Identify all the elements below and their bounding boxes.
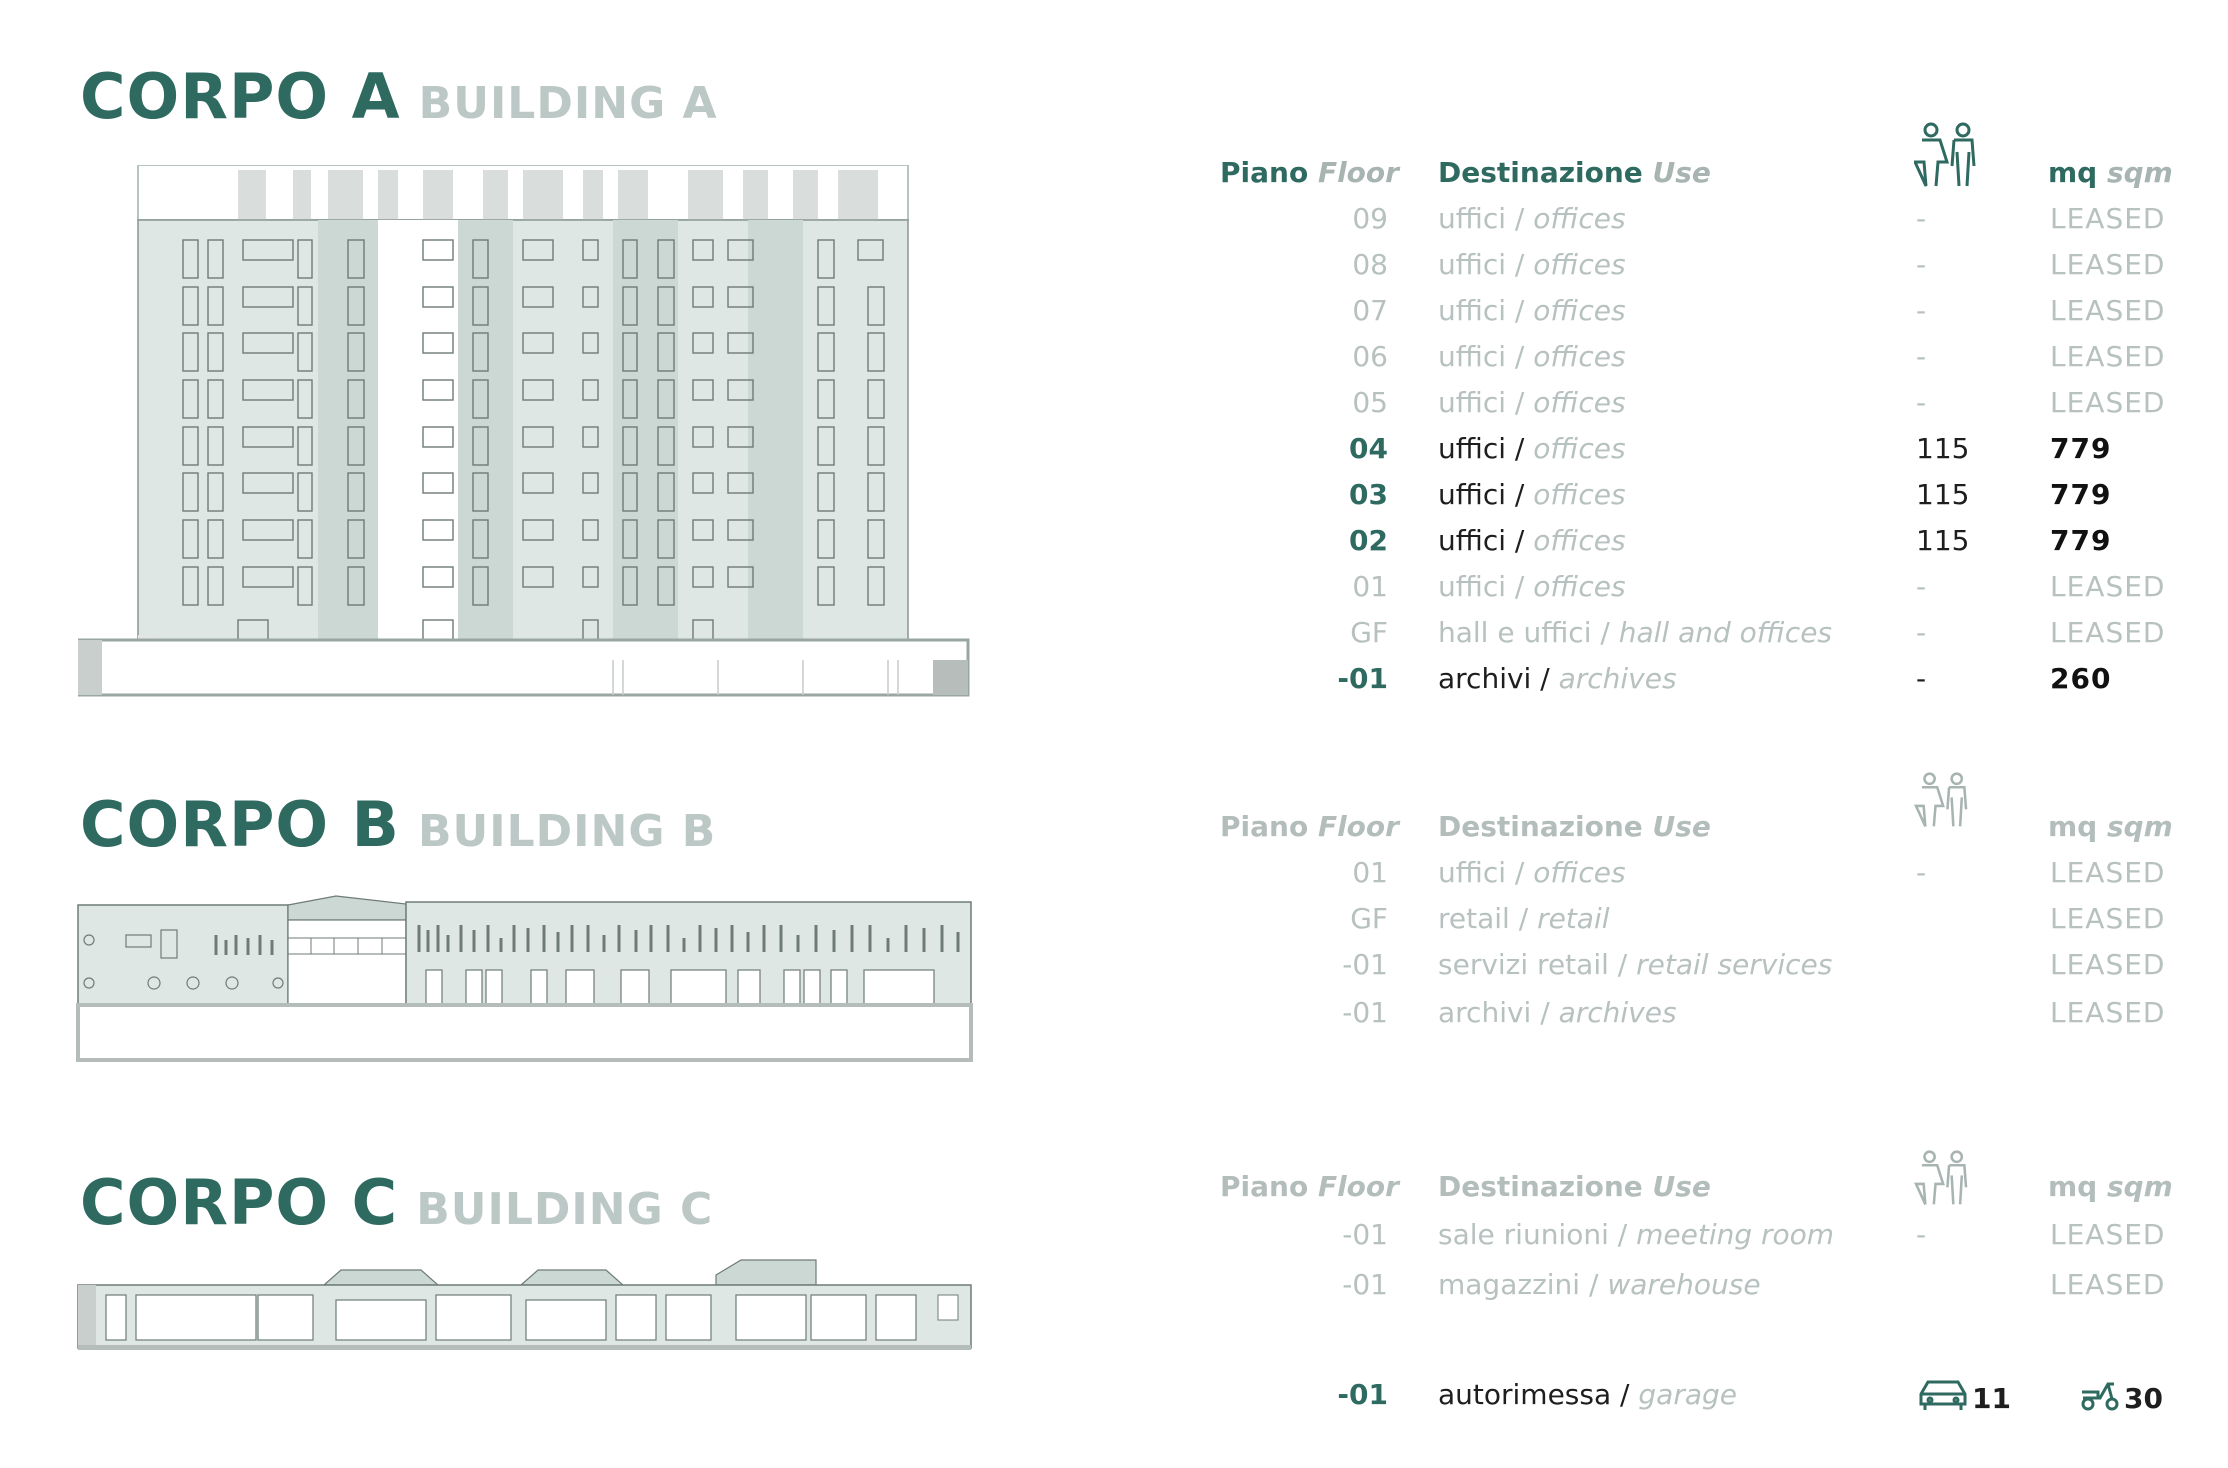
row-use [1438,1268,1761,1301]
row-use [1438,432,1626,465]
row-sqm: 779 [2050,478,2112,511]
row-use-it: uffici / [1438,570,1525,603]
row-use-it: sale riunioni / [1438,1218,1628,1251]
row-people-count: - [1916,248,1927,281]
row-sqm: LEASED [2050,570,2166,603]
row-people-count: - [1916,340,1927,373]
building-c-elevation [76,1255,976,1360]
car-icon [1918,1378,1968,1412]
row-floor: 01 [1352,570,1388,603]
table-b-use-header [1438,810,1711,843]
floor-header-en: Floor [1317,810,1399,843]
row-use-it: uffici / [1438,432,1525,465]
row-people-count: - [1916,662,1927,695]
row-use-en: offices [1533,340,1626,373]
row-people-count: - [1916,616,1927,649]
row-use [1438,248,1626,281]
row-people-count: - [1916,294,1927,327]
row-floor: GF [1350,902,1388,935]
garage-use-en: garage [1638,1378,1737,1411]
row-use [1438,524,1626,557]
row-people-count: - [1916,570,1927,603]
sqm-header-en: sqm [2106,810,2173,843]
row-use-en: hall and offices [1618,616,1833,649]
row-use-en: offices [1533,524,1626,557]
row-sqm: 779 [2050,432,2112,465]
use-header-it: Destinazione [1438,810,1643,843]
use-header-it: Destinazione [1438,156,1643,189]
row-use-en: offices [1533,386,1626,419]
table-c-use-header [1438,1170,1711,1203]
row-floor: 08 [1352,248,1388,281]
row-floor: 07 [1352,294,1388,327]
row-use-it: archivi / [1438,662,1550,695]
row-use [1438,616,1832,649]
row-floor: 01 [1352,856,1388,889]
row-people-count: - [1916,856,1927,889]
floor-header-it: Piano [1220,1170,1309,1203]
row-use [1438,202,1626,235]
row-use-en: offices [1533,478,1626,511]
building-b-title-it: CORPO B [80,788,400,861]
building-b-title-en: BUILDING B [417,806,717,857]
use-header-en: Use [1652,810,1711,843]
floor-header-en: Floor [1317,1170,1399,1203]
row-floor: 05 [1352,386,1388,419]
row-floor: 03 [1349,478,1388,511]
row-use-it: uffici / [1438,386,1525,419]
row-sqm: LEASED [2050,386,2166,419]
row-use-en: offices [1533,432,1626,465]
table-b-sqm-header [2048,810,2173,843]
row-use-en: retail [1537,902,1610,935]
building-a-elevation [78,165,978,715]
row-use-it: uffici / [1438,340,1525,373]
row-use [1438,386,1626,419]
row-use [1438,662,1677,695]
people-icon [1914,122,1982,188]
scooter-icon [2080,1378,2120,1412]
row-use-en: offices [1533,248,1626,281]
sqm-header-it: mq [2048,156,2098,189]
row-floor: GF [1350,616,1388,649]
row-use-en: retail services [1636,948,1833,981]
row-sqm: LEASED [2050,340,2166,373]
row-people-count: - [1916,386,1927,419]
row-use-it: magazzini / [1438,1268,1599,1301]
row-use-it: uffici / [1438,248,1525,281]
floor-header-en: Floor [1317,156,1399,189]
row-sqm: 260 [2050,662,2112,695]
sqm-header-it: mq [2048,810,2098,843]
garage-floor: -01 [1337,1378,1388,1411]
garage-use-it: autorimessa / [1438,1378,1630,1411]
row-use-it: retail / [1438,902,1529,935]
row-sqm: 779 [2050,524,2112,557]
row-sqm: LEASED [2050,948,2166,981]
row-use-en: offices [1533,856,1626,889]
building-a-title-it: CORPO A [80,60,401,133]
row-use [1438,294,1626,327]
row-sqm: LEASED [2050,294,2166,327]
row-use [1438,1218,1834,1251]
row-use [1438,478,1626,511]
floor-header-it: Piano [1220,156,1309,189]
building-c-title-it: CORPO C [80,1166,399,1239]
scooter-count: 30 [2124,1382,2163,1415]
row-floor: 02 [1349,524,1388,557]
people-icon [1914,1150,1974,1206]
use-header-en: Use [1652,1170,1711,1203]
row-use-en: offices [1533,294,1626,327]
table-a-use-header [1438,156,1711,189]
row-sqm: LEASED [2050,1268,2166,1301]
floor-header-it: Piano [1220,810,1309,843]
row-use-it: archivi / [1438,996,1550,1029]
row-use-en: meeting room [1636,1218,1835,1251]
row-use-en: warehouse [1607,1268,1761,1301]
use-header-it: Destinazione [1438,1170,1643,1203]
row-sqm: LEASED [2050,248,2166,281]
row-floor: 06 [1352,340,1388,373]
people-icon [1914,772,1974,828]
building-a-title-en: BUILDING A [418,78,718,129]
car-count: 11 [1972,1382,2011,1415]
row-use-en: offices [1533,570,1626,603]
row-use-it: servizi retail / [1438,948,1628,981]
row-use [1438,996,1677,1029]
garage-use [1438,1378,1737,1411]
row-sqm: LEASED [2050,996,2166,1029]
row-use [1438,902,1610,935]
row-floor: -01 [1342,996,1388,1029]
row-use-en: archives [1558,996,1677,1029]
row-use-it: uffici / [1438,524,1525,557]
table-c-floor-header [1220,1170,1399,1203]
row-floor: -01 [1342,948,1388,981]
row-floor: -01 [1342,1268,1388,1301]
row-people-count: - [1916,202,1927,235]
building-c-title [80,1166,713,1239]
building-b-title [80,788,716,861]
row-people-count: 115 [1916,432,1970,465]
row-use-it: hall e uffici / [1438,616,1610,649]
building-b-elevation [76,890,976,1070]
sqm-header-en: sqm [2106,1170,2173,1203]
row-people-count: 115 [1916,478,1970,511]
row-floor: 04 [1349,432,1388,465]
row-use [1438,340,1626,373]
table-c-sqm-header [2048,1170,2173,1203]
use-header-en: Use [1652,156,1711,189]
row-use-en: archives [1558,662,1677,695]
row-floor: -01 [1337,662,1388,695]
row-floor: -01 [1342,1218,1388,1251]
row-use [1438,570,1626,603]
table-a-floor-header [1220,156,1399,189]
row-sqm: LEASED [2050,202,2166,235]
table-a-sqm-header [2048,156,2173,189]
row-sqm: LEASED [2050,616,2166,649]
building-a-title [80,60,718,133]
row-sqm: LEASED [2050,1218,2166,1251]
row-use [1438,948,1832,981]
table-b-floor-header [1220,810,1399,843]
row-sqm: LEASED [2050,902,2166,935]
row-use-it: uffici / [1438,478,1525,511]
row-use-it: uffici / [1438,294,1525,327]
building-c-title-en: BUILDING C [416,1184,714,1235]
row-use-it: uffici / [1438,856,1525,889]
row-use [1438,856,1626,889]
row-use-it: uffici / [1438,202,1525,235]
row-people-count: - [1916,1218,1927,1251]
row-use-en: offices [1533,202,1626,235]
sqm-header-en: sqm [2106,156,2173,189]
row-people-count: 115 [1916,524,1970,557]
row-floor: 09 [1352,202,1388,235]
sqm-header-it: mq [2048,1170,2098,1203]
row-sqm: LEASED [2050,856,2166,889]
